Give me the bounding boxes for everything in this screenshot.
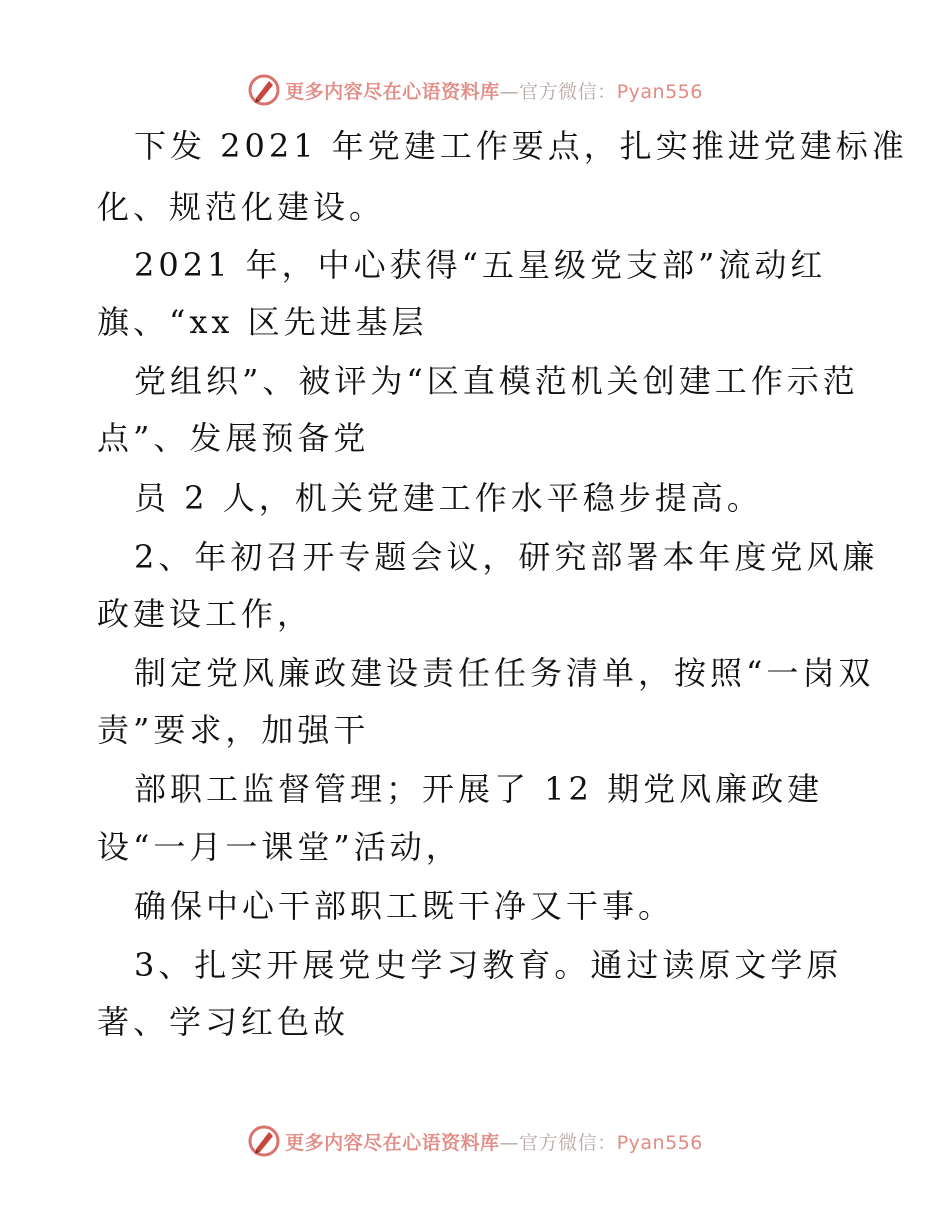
watermark-sub-text: —官方微信： (499, 1131, 617, 1154)
text-line: 员 2 人，机关党建工作水平稳步提高。 (134, 479, 763, 517)
pen-logo-icon (247, 1124, 281, 1158)
text-line: 党组织”、被评为“区直模范机关创建工作示范 (134, 362, 859, 400)
watermark-id-text: Pyan556 (616, 80, 703, 103)
text-line: 制定党风廉政建设责任任务清单，按照“一岗双 (134, 654, 875, 692)
watermark-main-text: 更多内容尽在心语资料库 (285, 80, 500, 103)
watermark-main-text: 更多内容尽在心语资料库 (285, 1131, 500, 1154)
text-line: 旗、“xx 区先进基层 (97, 303, 428, 341)
text-line: 2021 年，中心获得“五星级党支部”流动红 (134, 246, 827, 284)
watermark-sub-text: —官方微信： (499, 80, 617, 103)
text-line: 化、规范化建设。 (97, 188, 386, 226)
text-line: 确保中心干部职工既干净又干事。 (134, 887, 675, 925)
text-line: 著、学习红色故 (97, 1003, 350, 1041)
text-line: 点”、发展预备党 (97, 419, 370, 457)
watermark-id-text: Pyan556 (616, 1131, 703, 1154)
text-line: 下发 2021 年党建工作要点，扎实推进党建标准 (134, 127, 908, 165)
text-line: 2、年初召开专题会议，研究部署本年度党风廉 (134, 538, 879, 576)
text-line: 设“一月一课堂”活动， (97, 828, 462, 866)
text-line: 部职工监督管理；开展了 12 期党风廉政建 (134, 770, 824, 808)
pen-logo-icon (247, 73, 281, 107)
text-line: 3、扎实开展党史学习教育。通过读原文学原 (134, 946, 843, 984)
text-line: 政建设工作， (97, 595, 314, 633)
header-watermark (0, 70, 950, 110)
text-line: 责”要求，加强干 (97, 711, 370, 749)
footer-watermark (0, 1121, 950, 1161)
